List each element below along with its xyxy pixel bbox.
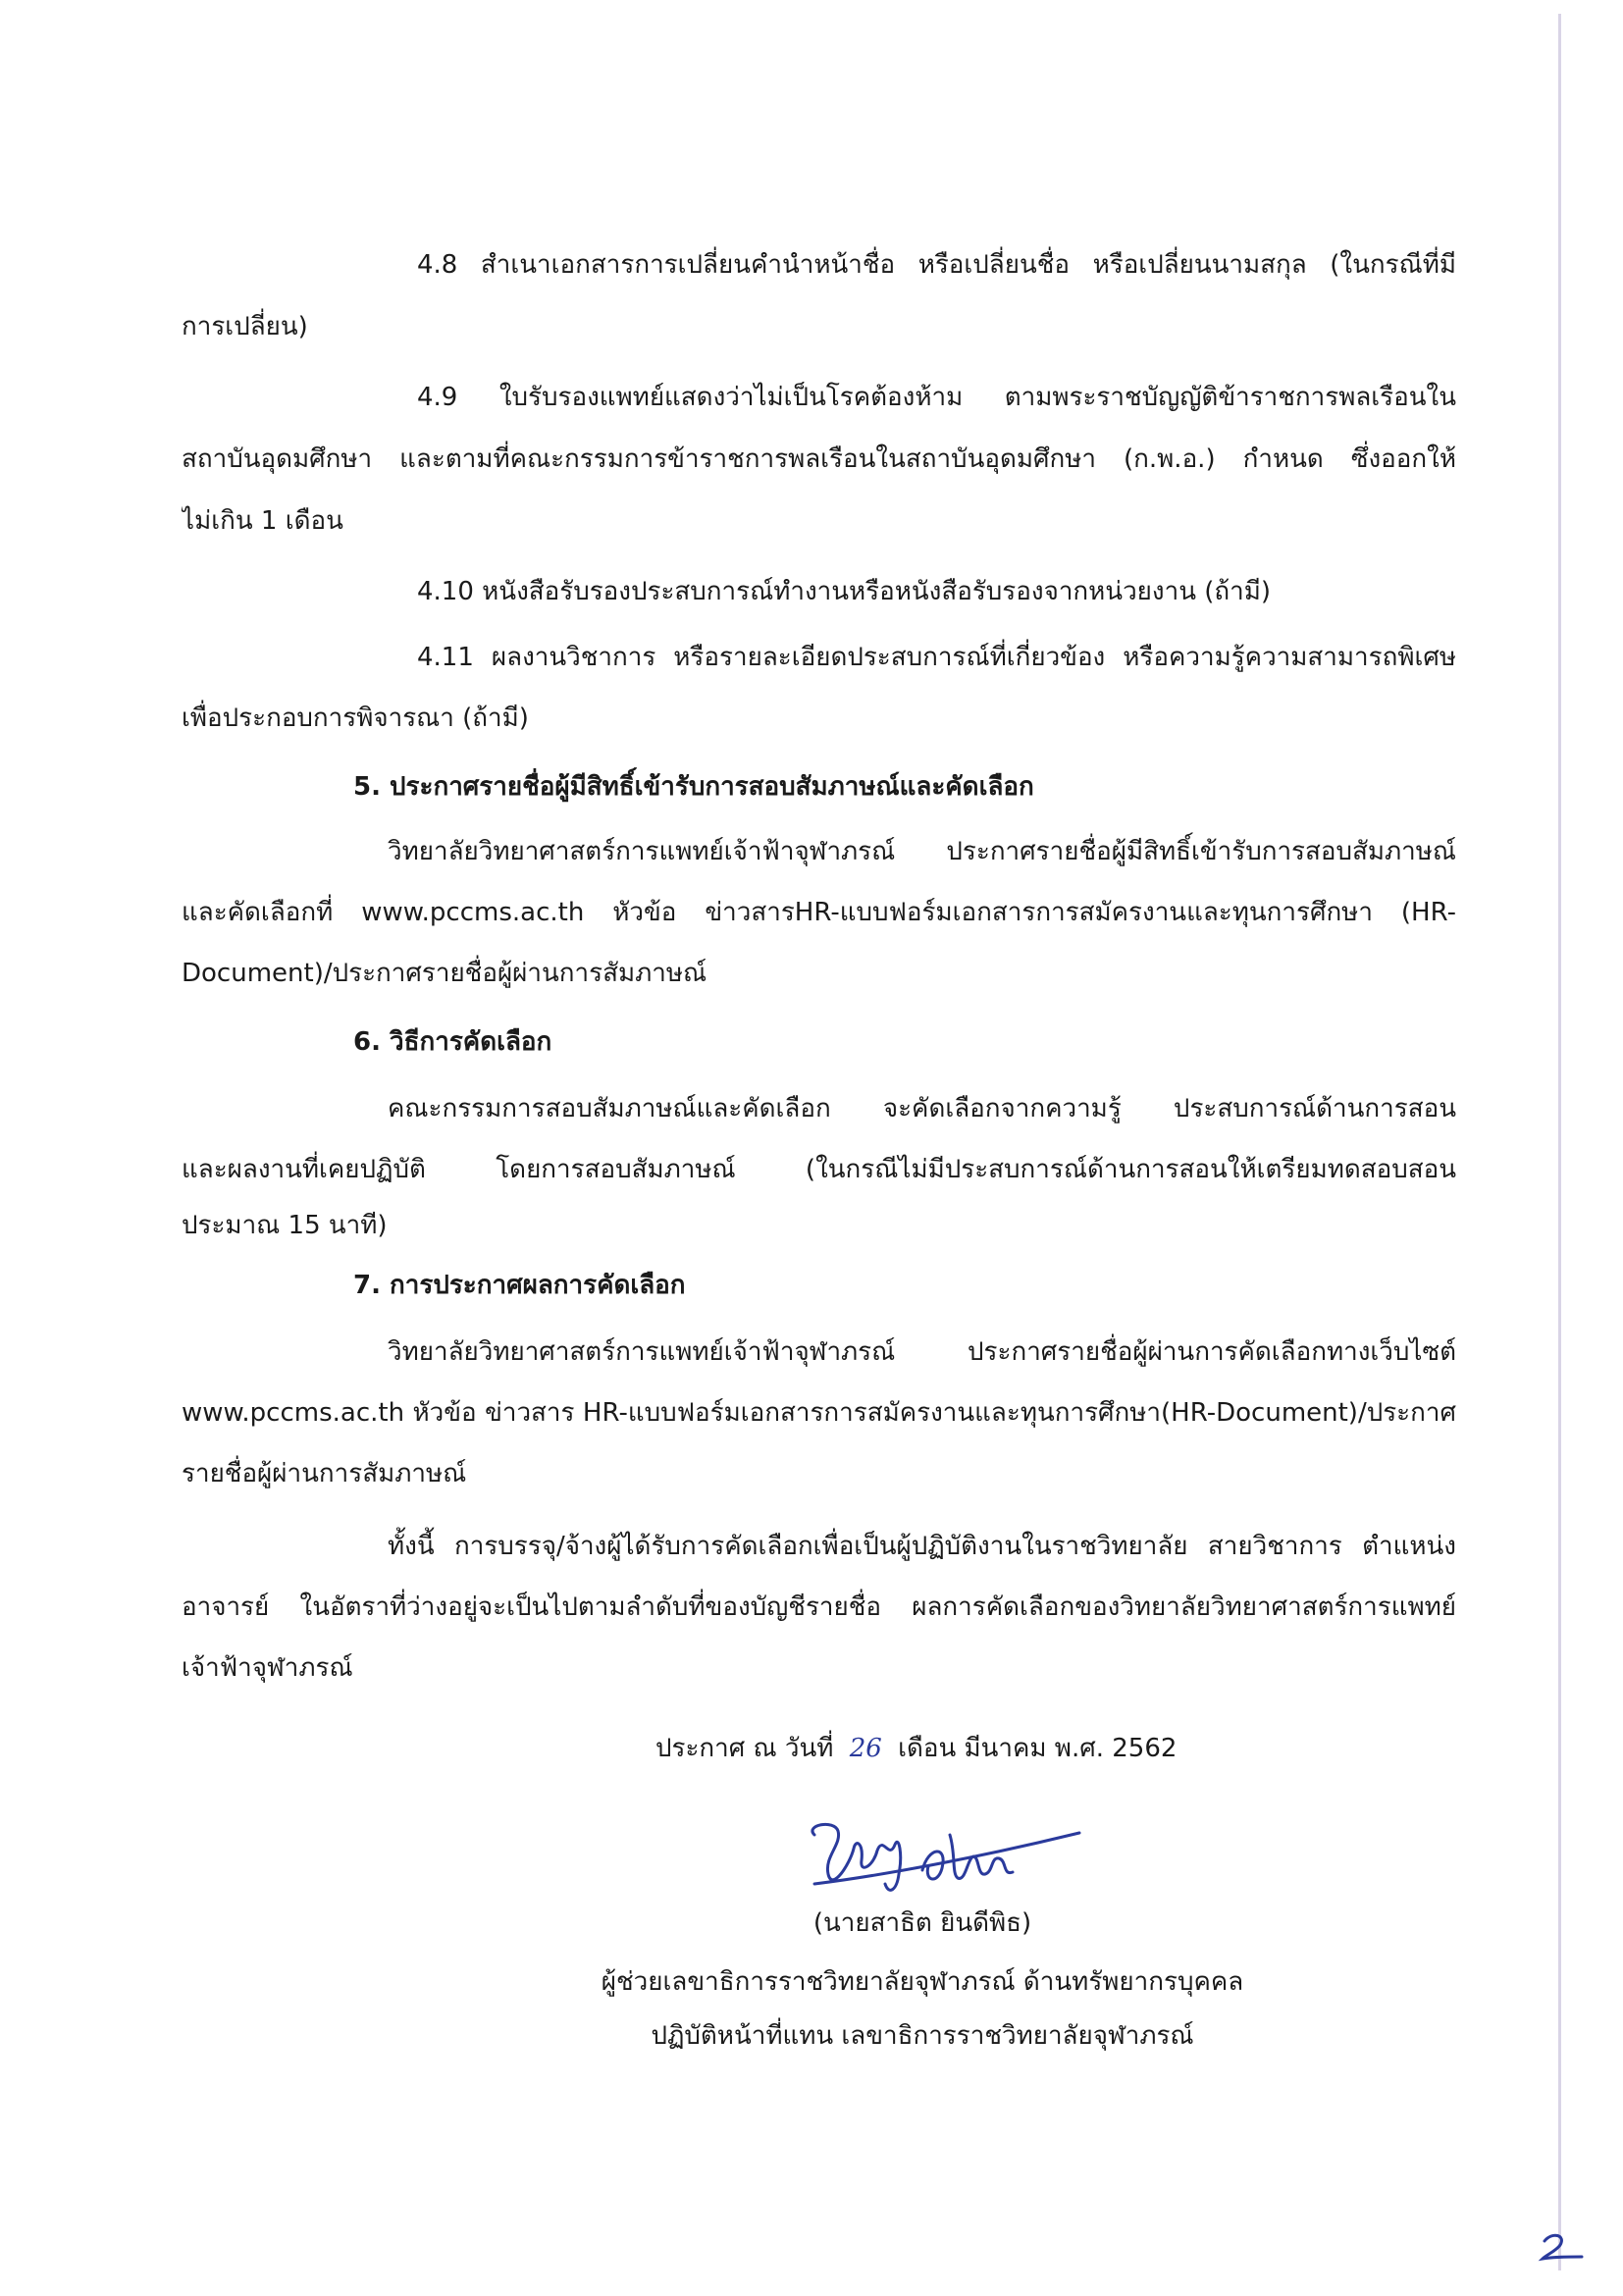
announcement-date — [655, 1729, 1177, 1768]
section-6-line-1: คณะกรรมการสอบสัมภาษณ์และคัดเลือก จะคัดเลือกจากความรู้ ประสบการณ์ด้านการสอน — [388, 1094, 1456, 1123]
handwritten-signature — [795, 1805, 1089, 1913]
section-5-line-3: Document)/ประกาศรายชื่อผู้ผ่านการสัมภาษณ์ — [182, 959, 707, 988]
signatory-title-2: ปฏิบัติหน้าที่แทน เลขาธิการราชวิทยาลัยจุฬาภรณ์ — [651, 2021, 1194, 2051]
item-4-11-line-2: เพื่อประกอบการพิจารณา (ถ้ามี) — [182, 704, 529, 733]
signatory-title-1: ผู้ช่วยเลขาธิการราชวิทยาลัยจุฬาภรณ์ ด้านทรัพยากรบุคคล — [601, 1967, 1244, 1997]
section-5-line-2: และคัดเลือกที่ www.pccms.ac.th หัวข้อ ข่าวสารHR-แบบฟอร์มเอกสารการสมัครงานและทุนการศึกษา (HR- — [182, 898, 1456, 927]
section-7-line-2: www.pccms.ac.th หัวข้อ ข่าวสาร HR-แบบฟอร์มเอกสารการสมัครงานและทุนการศึกษา(HR-Document)/ประกาศ — [182, 1398, 1456, 1428]
closing-line-1: ทั้งนี้ การบรรจุ/จ้างผู้ได้รับการคัดเลือกเพื่อเป็นผู้ปฏิบัติงานในราชวิทยาลัย สายวิชาการ ตำแหน่ง — [388, 1532, 1456, 1561]
item-4-9-line-2: สถาบันอุดมศึกษา และตามที่คณะกรรมการข้าราชการพลเรือนในสถาบันอุดมศึกษา (ก.พ.อ.) กำหนด ซึ่งออกให้ — [182, 444, 1456, 474]
item-4-9-line-3: ไม่เกิน 1 เดือน — [182, 506, 343, 536]
section-6-line-3: ประมาณ 15 นาที) — [182, 1211, 388, 1240]
item-4-8-line-1: 4.8 สำเนาเอกสารการเปลี่ยนคำนำหน้าชื่อ หรือเปลี่ยนชื่อ หรือเปลี่ยนนามสกุล (ในกรณีที่มี — [417, 250, 1456, 280]
item-4-8-line-2: การเปลี่ยน) — [182, 312, 308, 341]
item-4-11-line-1: 4.11 ผลงานวิชาการ หรือรายละเอียดประสบการณ์ที่เกี่ยวข้อง หรือความรู้ความสามารถพิเศษ — [417, 643, 1456, 672]
section-7-line-3: รายชื่อผู้ผ่านการสัมภาษณ์ — [182, 1459, 467, 1488]
signatory-name: (นายสาธิต ยินดีพิธ) — [812, 1908, 1032, 1938]
section-7-heading: 7. การประกาศผลการคัดเลือก — [353, 1271, 686, 1300]
item-4-10: 4.10 หนังสือรับรองประสบการณ์ทำงานหรือหนังสือรับรองจากหน่วยงาน (ถ้ามี) — [417, 577, 1272, 606]
section-6-line-2: และผลงานที่เคยปฏิบัติ โดยการสอบสัมภาษณ์ (ในกรณีไม่มีประสบการณ์ด้านการสอนให้เตรียมทดสอบสอน — [182, 1155, 1456, 1184]
announcement-date-suffix: เดือน มีนาคม พ.ศ. 2562 — [898, 1734, 1178, 1763]
closing-line-2: อาจารย์ ในอัตราที่ว่างอยู่จะเป็นไปตามลำดับที่ของบัญชีรายชื่อ ผลการคัดเลือกของวิทยาลัยวิทยาศาสตร์การแพทย์ — [182, 1592, 1456, 1622]
section-7-line-1: วิทยาลัยวิทยาศาสตร์การแพทย์เจ้าฟ้าจุฬาภรณ์ ประกาศรายชื่อผู้ผ่านการคัดเลือกทางเว็บไซต์ — [388, 1337, 1456, 1367]
item-4-9-line-1: 4.9 ใบรับรองแพทย์แสดงว่าไม่เป็นโรคต้องห้าม ตามพระราชบัญญัติข้าราชการพลเรือนใน — [417, 383, 1456, 412]
handwritten-page-number — [1531, 2227, 1590, 2267]
scan-edge-line — [1558, 14, 1561, 2270]
closing-line-3: เจ้าฟ้าจุฬาภรณ์ — [182, 1653, 353, 1683]
announcement-date-prefix: ประกาศ ณ วันที่ — [655, 1734, 834, 1763]
section-5-heading: 5. ประกาศรายชื่อผู้มีสิทธิ์เข้ารับการสอบสัมภาษณ์และคัดเลือก — [353, 772, 1034, 802]
section-6-heading: 6. วิธีการคัดเลือก — [353, 1027, 552, 1057]
section-5-line-1: วิทยาลัยวิทยาศาสตร์การแพทย์เจ้าฟ้าจุฬาภรณ์ ประกาศรายชื่อผู้มีสิทธิ์เข้ารับการสอบสัมภาษณ์ — [388, 837, 1456, 866]
announcement-day: 26 — [849, 1734, 882, 1763]
